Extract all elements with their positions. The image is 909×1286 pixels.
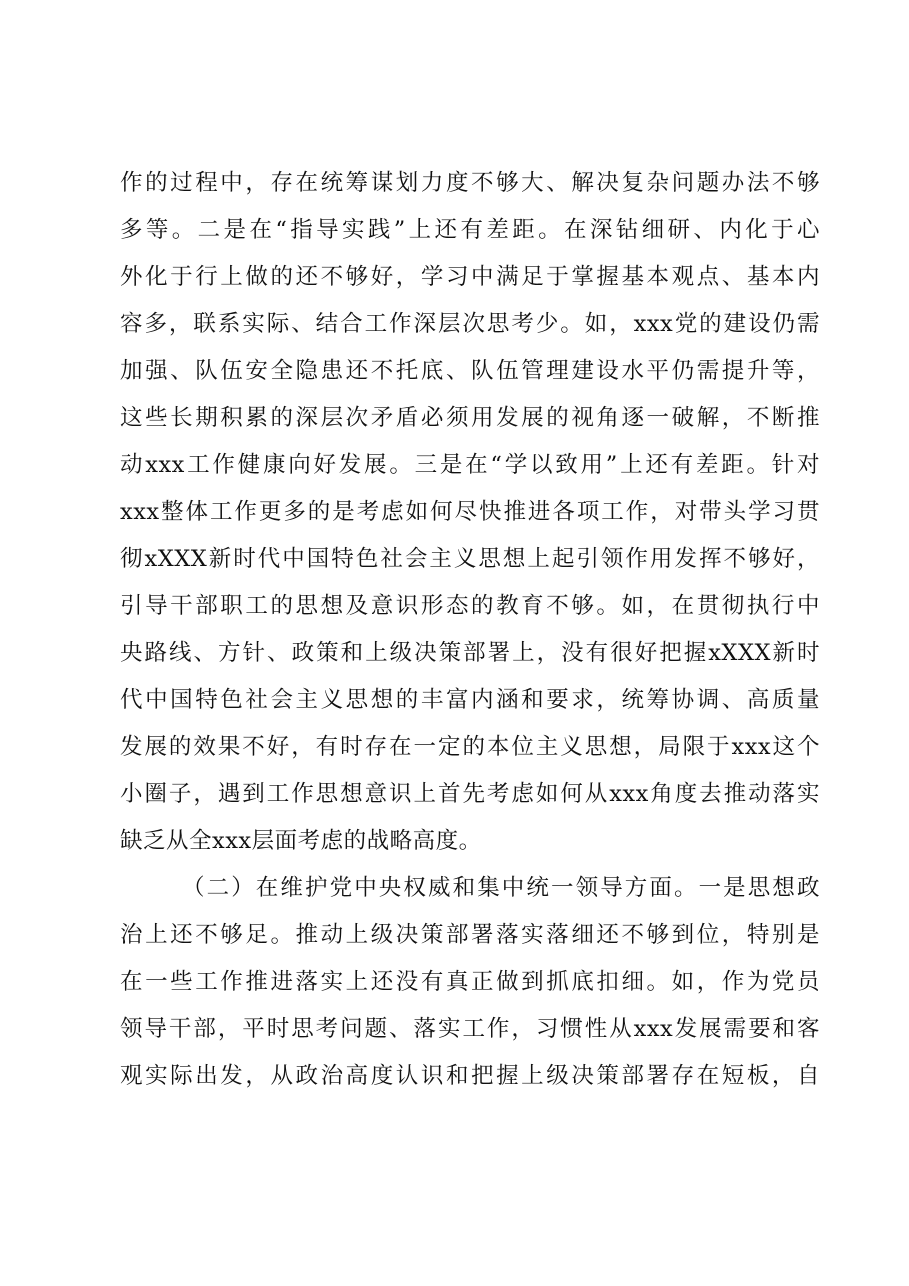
- text-line: 缺乏从全xxx层面考虑的战略高度。: [120, 828, 482, 854]
- text-line: 代中国特色社会主义思想的丰富内涵和要求，统筹协调、高质量: [120, 687, 820, 713]
- text-line: 彻xXXX新时代中国特色社会主义思想上起引领作用发挥不够好，: [120, 546, 820, 572]
- text-line: 这些长期积累的深层次矛盾必须用发展的视角逐一破解，不断推: [120, 405, 820, 431]
- text-line: 容多，联系实际、结合工作深层次思考少。如，xxx党的建设仍需: [120, 311, 820, 337]
- text-line: 小圈子，遇到工作思想意识上首先考虑如何从xxx角度去推动落实: [120, 781, 820, 807]
- text-line: xxx整体工作更多的是考虑如何尽快推进各项工作，对带头学习贯: [120, 499, 820, 525]
- text-line: 治上还不够足。推动上级决策部署落实落细还不够到位，特别是: [120, 922, 820, 948]
- body-text: [120, 160, 820, 1100]
- text-line: 领导干部，平时思考问题、落实工作，习惯性从xxx发展需要和客: [120, 1016, 820, 1042]
- text-line: 观实际出发，从政治高度认识和把握上级决策部署存在短板，自: [120, 1063, 820, 1089]
- text-line: 外化于行上做的还不够好，学习中满足于掌握基本观点、基本内: [120, 264, 820, 290]
- section-heading-line: （二）在维护党中央权威和集中统一领导方面。一是思想政: [182, 875, 820, 901]
- text-line: 在一些工作推进落实上还没有真正做到抓底扣细。如，作为党员: [120, 969, 820, 995]
- text-line: 发展的效果不好，有时存在一定的本位主义思想，局限于xxx这个: [120, 734, 820, 760]
- text-line: 引导干部职工的思想及意识形态的教育不够。如，在贯彻执行中: [120, 593, 820, 619]
- text-line: 动xxx工作健康向好发展。三是在“学以致用”上还有差距。针对: [120, 452, 820, 478]
- text-line: 加强、队伍安全隐患还不托底、队伍管理建设水平仍需提升等，: [120, 358, 820, 384]
- text-line: 央路线、方针、政策和上级决策部署上，没有很好把握xXXX新时: [120, 640, 820, 666]
- text-line: 作的过程中，存在统筹谋划力度不够大、解决复杂问题办法不够: [120, 170, 820, 196]
- text-line: 多等。二是在“指导实践”上还有差距。在深钻细研、内化于心: [120, 217, 820, 243]
